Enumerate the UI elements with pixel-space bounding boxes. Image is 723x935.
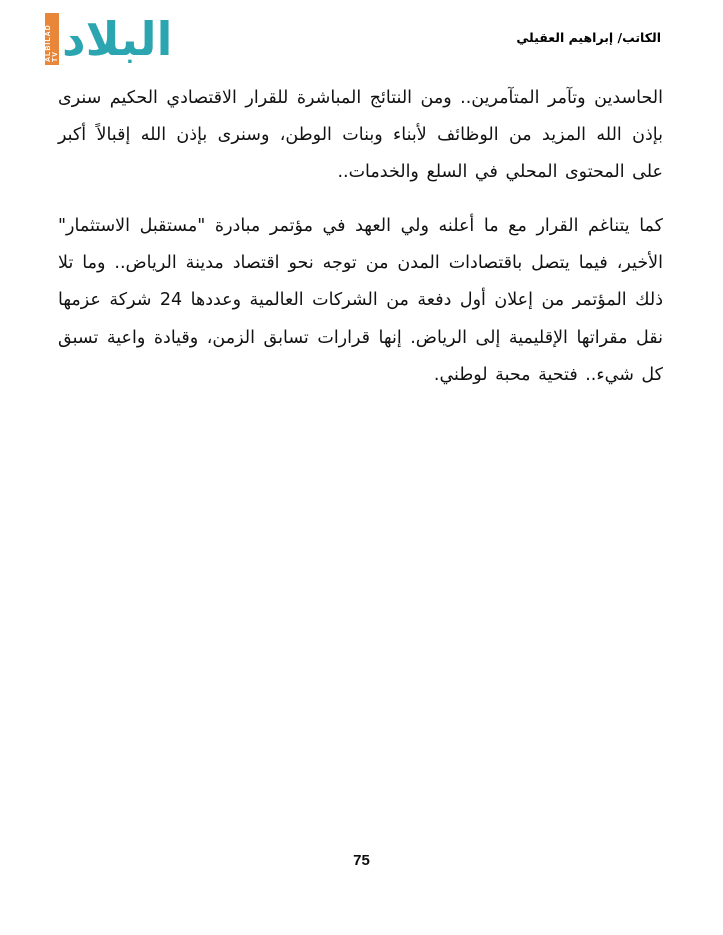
- article-body: [58, 80, 663, 411]
- albilad-tv-strip-label: ALBILAD TV: [45, 13, 59, 65]
- paragraph-2: كما يتناغم القرار مع ما أعلنه ولي العهد في مؤتمر مبادرة "مستقبل الاستثمار" الأخير، فيما يتصل باقتصادات المدن من توجه نحو اقتصاد مدينة الرياض.. وما تلا ذلك المؤتمر من إعلان أول دفعة من الشركات العالمية وعددها 24 شركة عزمها نقل مقراتها الإقليمية إلى الرياض. إنها قرارات تسابق الزمن، وقيادة واعية تسبق كل شيء.. فتحية محبة لوطني.: [58, 216, 663, 385]
- paragraph-1: الحاسدين وتآمر المتآمرين.. ومن النتائج المباشرة للقرار الاقتصادي الحكيم سنرى بإذن الله المزيد من الوظائف لأبناء وبنات الوطن، وسنرى بإذن الله إقبالاً أكبر على المحتوى المحلي في السلع والخدمات..: [58, 88, 663, 183]
- writer-credit: الكاتب/ إبراهيم العقيلي: [516, 30, 661, 45]
- albilad-logo: [45, 13, 172, 65]
- albilad-logo-wordmark: البلاد: [62, 12, 173, 66]
- page-number: 75: [353, 852, 370, 869]
